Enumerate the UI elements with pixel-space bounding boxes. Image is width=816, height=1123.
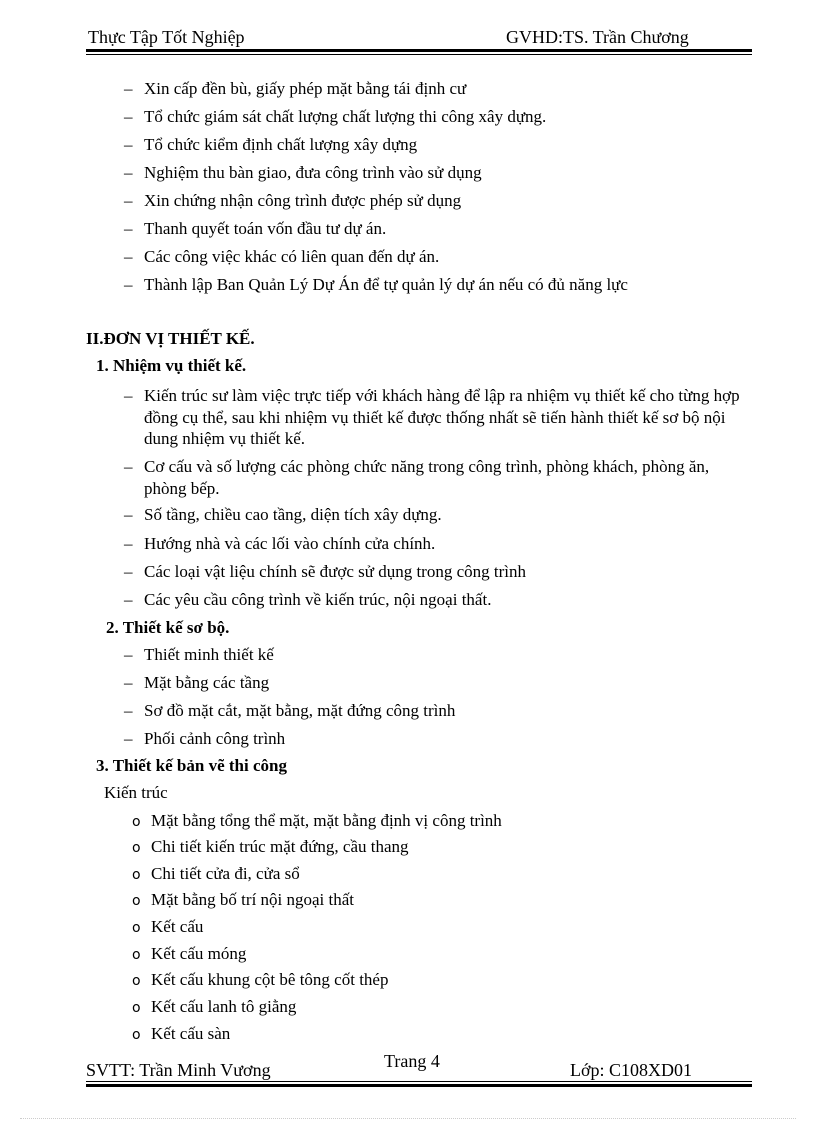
subsection-title: 1. Nhiệm vụ thiết kế.: [96, 356, 247, 375]
subsection-title: 2. Thiết kế sơ bộ.: [106, 618, 230, 637]
footer-student: SVTT: Trần Minh Vương: [86, 1060, 271, 1080]
list-item: o Kết cấu: [132, 917, 204, 936]
list-item: – Tổ chức kiểm định chất lượng xây dựng: [124, 135, 418, 154]
list-item: – Số tầng, chiều cao tầng, diện tích xây dựng.: [124, 505, 442, 524]
footer-class: Lớp: C108XD01: [570, 1060, 693, 1080]
subsection-label: Kiến trúc: [104, 783, 168, 802]
list-item: o Kết cấu khung cột bê tông cốt thép: [132, 970, 389, 989]
subsection-title: 3. Thiết kế bản vẽ thi công: [96, 756, 287, 775]
list-item: o Chi tiết kiến trúc mặt đứng, cầu thang: [132, 837, 409, 856]
list-item: – Thanh quyết toán vốn đầu tư dự án.: [124, 219, 387, 238]
footer-rule-thick: [86, 1084, 752, 1087]
list-item: – Hướng nhà và các lối vào chính cửa chính.: [124, 534, 436, 553]
header-title: Thực Tập Tốt Nghiệp: [88, 27, 245, 47]
list-item: o Mặt bằng bố trí nội ngoại thất: [132, 890, 355, 909]
section-heading: II.ĐƠN VỊ THIẾT KẾ.: [86, 329, 255, 348]
header-rule-thick: [86, 49, 752, 52]
list-item: – Các loại vật liệu chính sẽ được sử dụng trong công trình: [124, 562, 526, 581]
list-item: – Mặt bằng các tầng: [124, 673, 270, 692]
list-item: – Các công việc khác có liên quan đến dự án.: [124, 247, 440, 266]
list-item: o Kết cấu lanh tô giằng: [132, 997, 297, 1016]
list-item: o Kết cấu móng: [132, 944, 247, 963]
list-item: o Chi tiết cửa đi, cửa sổ: [132, 864, 300, 883]
page-number: Trang 4: [384, 1051, 440, 1071]
page-edge-divider: [20, 1118, 796, 1119]
list-item: – Xin cấp đền bù, giấy phép mặt bằng tái định cư: [124, 79, 467, 98]
list-item: – Sơ đồ mặt cắt, mặt bằng, mặt đứng công trình: [124, 701, 456, 720]
header-advisor: GVHD:TS. Trần Chương: [506, 27, 689, 47]
list-item: o Kết cấu sàn: [132, 1024, 231, 1043]
footer-rule-thin: [86, 1081, 752, 1082]
list-item: – Thiết minh thiết kế: [124, 645, 274, 664]
list-item: – Phối cảnh công trình: [124, 729, 286, 748]
list-item: o Mặt bằng tổng thể mặt, mặt bằng định vị công trình: [132, 811, 502, 830]
list-item: – Các yêu cầu công trình về kiến trúc, nội ngoại thất.: [124, 590, 492, 609]
list-item: – Kiến trúc sư làm việc trực tiếp với khách hàng để lập ra nhiệm vụ thiết kế cho từng hợp đồng cụ thể, sau khi nhiệm vụ thiết kế được thống nhất sẽ tiến hành thiết kế sơ bộ nội dung nhiệm vụ thiết kế.: [124, 386, 740, 448]
list-item: – Tổ chức giám sát chất lượng chất lượng thi công xây dựng.: [124, 107, 547, 126]
list-item: – Cơ cấu và số lượng các phòng chức năng trong công trình, phòng khách, phòng ăn, phòng bếp.: [124, 457, 710, 498]
list-item: – Thành lập Ban Quản Lý Dự Án để tự quản lý dự án nếu có đủ năng lực: [124, 275, 628, 294]
list-item: – Xin chứng nhận công trình được phép sử dụng: [124, 191, 462, 210]
header-rule-thin: [86, 54, 752, 55]
list-item: – Nghiệm thu bàn giao, đưa công trình vào sử dụng: [124, 163, 482, 182]
